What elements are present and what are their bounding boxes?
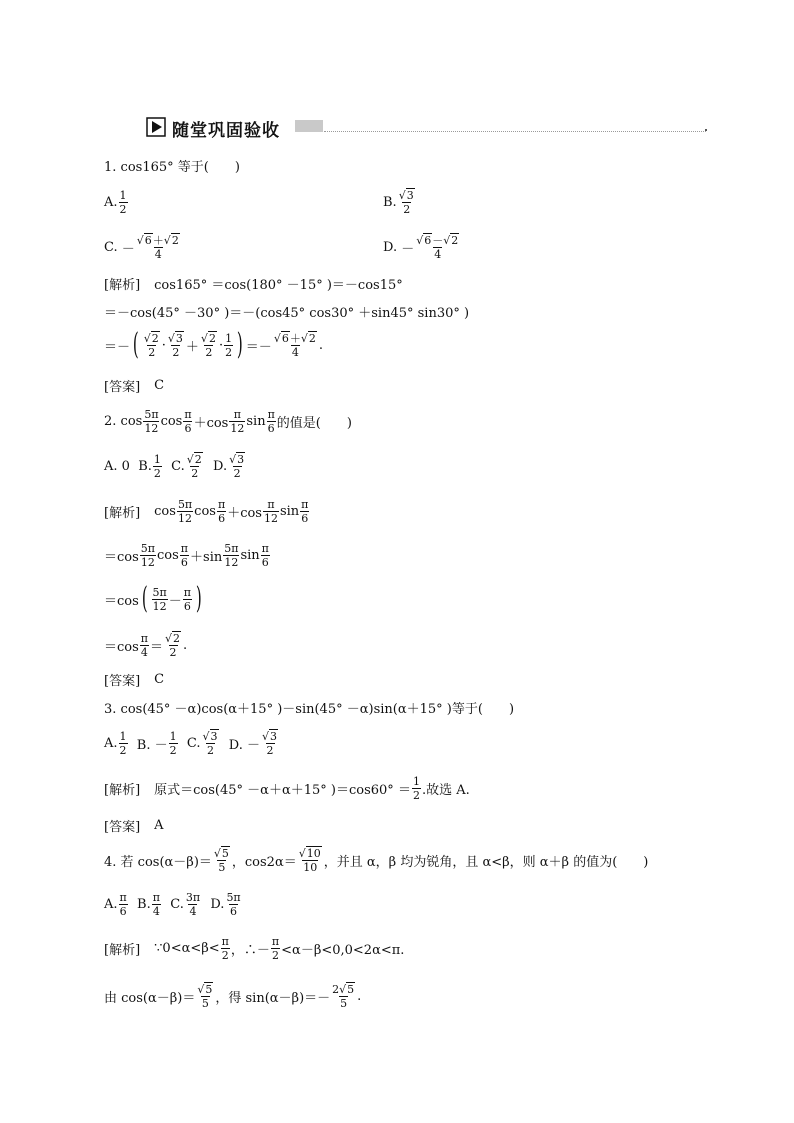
q2-options: A. 0 B. $\frac{1}{2}$ C. $\frac{√2}{2}$ D. $\frac{√3}{2}$: [104, 452, 245, 480]
q2-analysis-line2: ＝cos $\frac{5\pi}{12}$ cos $\frac{\pi}{6}$ ＋sin $\frac{5\pi}{12}$ sin $\frac{\pi}{6}$: [104, 541, 269, 569]
q2-analysis-line1: [解析] cos $\frac{5\pi}{12}$ cos $\frac{\pi}{6}$ ＋cos $\frac{\pi}{12}$ sin $\frac{\pi}{6}$: [104, 497, 309, 525]
q4-options: A. $\frac{\pi}{6}$ B. $\frac{\pi}{4}$ C. $\frac{3\pi}{4}$ D. $\frac{5\pi}{6}$: [104, 890, 241, 918]
q2-stem: 2. cos $\frac{5\pi}{12}$ cos $\frac{\pi}{6}$ ＋cos $\frac{\pi}{12}$ sin $\frac{\pi}{6}$ 的值是( ): [104, 407, 352, 435]
q1-option-a: A. $\frac{1}{2}$: [104, 188, 127, 216]
q4-stem: 4. 若 cos(α－β)＝ $\frac{√5}{5}$ ，cos2α＝ $\frac{√10}{10}$ ，并且 α，β 均为锐角，且 α<β，则 α＋β 的值为( ): [104, 846, 649, 874]
q1-option-c: C. － $\frac{√6+√2}{4}$: [104, 233, 179, 261]
header-dotted-rule: [324, 131, 706, 132]
q1-stem: 1. cos165° 等于( ): [104, 159, 240, 175]
q1-analysis-line1: [解析] cos165° ＝cos(180° －15° )＝－cos15°: [104, 277, 403, 293]
header-end-dot: [705, 129, 707, 131]
header-gray-bar: [295, 120, 323, 132]
q3-stem: 3. cos(45° －α)cos(α＋15° )－sin(45° －α)sin(α＋15° )等于( ): [104, 701, 515, 717]
q3-answer: [答案] A: [104, 817, 164, 835]
q4-last-line: 由 cos(α－β)＝ $\frac{√5}{5}$ ，得 sin(α－β)＝－ $\frac{2√5}{5}$ .: [104, 982, 362, 1010]
q4-analysis: [解析] ∵0<α<β< $\frac{\pi}{2}$ ，∴－ $\frac{\pi}{2}$ <α－β<0,0<2α<π.: [104, 934, 405, 962]
q3-analysis: [解析] 原式＝cos(45° －α＋α＋15° )＝cos60° ＝ $\frac{1}{2}$ .故选 A.: [104, 774, 470, 802]
q1-option-d: D. － $\frac{√6-√2}{4}$: [383, 233, 459, 261]
section-title: 随堂巩固验收: [172, 121, 280, 141]
q2-analysis-line3: ＝cos ( $\frac{5\pi}{12}$ － $\frac{\pi}{6}$ ): [104, 581, 202, 616]
q2-answer: [答案] C: [104, 671, 165, 689]
play-arrow-icon: [146, 117, 166, 137]
q1-answer: [答案] C: [104, 377, 165, 395]
q1-analysis-line2: ＝－cos(45° －30° )＝－(cos45° cos30° ＋sin45° sin30° ): [104, 305, 470, 321]
q1-option-b: B. $\frac{√3}{2}$: [383, 188, 414, 216]
q3-options: A. $\frac{1}{2}$ B. － $\frac{1}{2}$ C. $\frac{√3}{2}$ D. － $\frac{√3}{2}$: [104, 729, 278, 757]
q2-analysis-line4: ＝cos $\frac{\pi}{4}$ ＝ $\frac{√2}{2}$ .: [104, 631, 188, 659]
q1-analysis-line3: ＝－ ( $\frac{√2}{2}$ · $\frac{√3}{2}$ ＋ $\frac{√2}{2}$ · $\frac{1}{2}$ ) ＝－ $\frac{√6+√2}{4}$ .: [104, 327, 323, 362]
section-header: [146, 116, 708, 141]
